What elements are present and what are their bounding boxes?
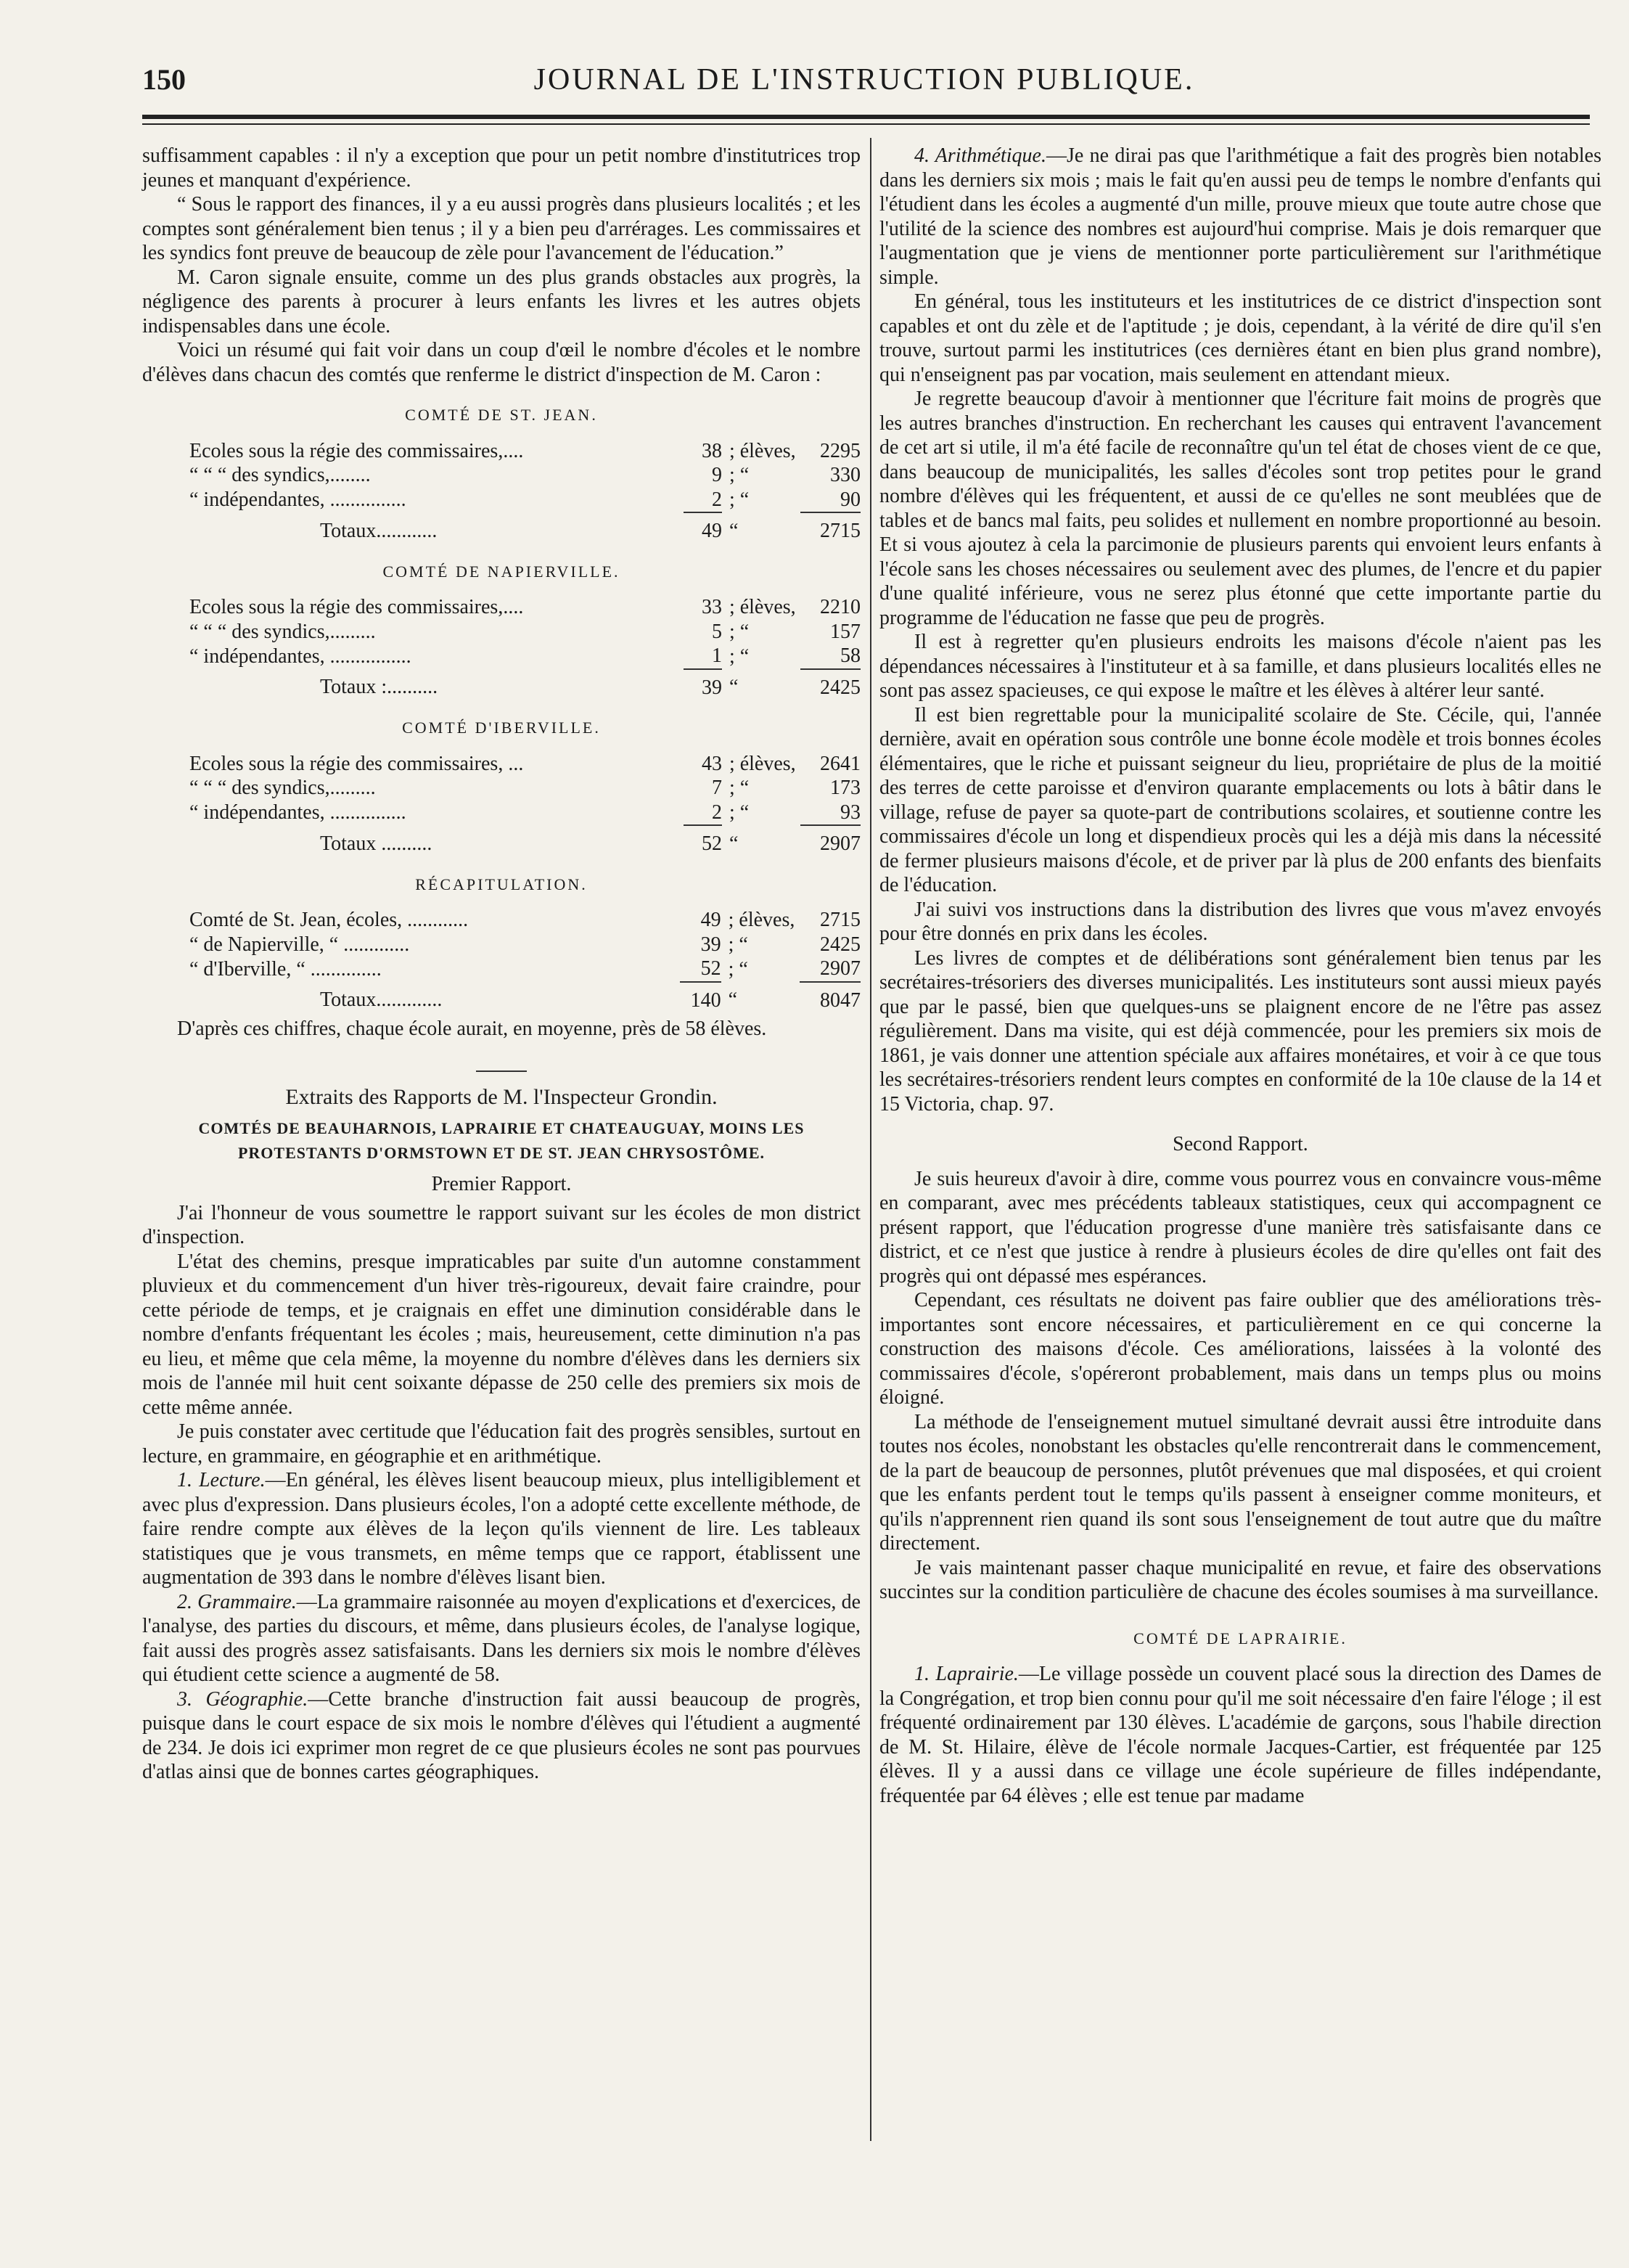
county-heading: COMTÉ D'IBERVILLE. — [402, 719, 601, 737]
paragraph: En général, tous les instituteurs et les institutrices de ce district d'inspection sont capables et ont du zèle et de l'aptitude ; je dois, cependant, à la vérité de dire qu'il s'en trouve, surtout parmi les institutrices (ces dernières étant en bien plus grand nombre), qui n'enseignent pas par vocation, mais seulement en attendant mieux. — [879, 290, 1601, 386]
page-number: 150 — [142, 63, 186, 96]
section-rule — [476, 1070, 527, 1072]
total-cell: Totaux............. — [320, 988, 443, 1011]
county-table — [189, 752, 861, 856]
county-table — [189, 908, 861, 1012]
total-cell: “ — [728, 988, 738, 1011]
left-column — [142, 144, 861, 1785]
total-cell: 49 — [684, 512, 722, 544]
paragraph — [142, 1468, 861, 1590]
table-row — [189, 776, 861, 801]
table-cell-schools: 33 — [701, 596, 722, 618]
table-cell-pupils: 157 — [830, 620, 861, 643]
table-cell-label: “ de Napierville, “ ............. — [189, 933, 410, 956]
item-text: —Cette branche d'instruction fait aussi beaucoup de progrès, puisque dans le court espace de six mois le nombre d'élèves qui l'étudient a augmenté de 234. Je dois ici exprimer mon regret de ce que plusieurs écoles ne sont pas pourvues d'atlas ainsi que de bonnes cartes géographiques. — [142, 1687, 861, 1783]
table-row — [189, 908, 861, 933]
table-row — [189, 933, 861, 957]
county-heading: RÉCAPITULATION. — [415, 875, 588, 893]
paragraph: Je puis constater avec certitude que l'éducation fait des progrès sensibles, surtout en lecture, en grammaire, en géographie et en arithmétique. — [142, 1420, 861, 1467]
table-cell-schools: 2 — [711, 801, 722, 824]
table-cell-label: “ d'Iberville, “ .............. — [189, 957, 382, 981]
paragraph: Les livres de comptes et de délibérations sont généralement bien tenus par les secrétaires-trésoriers des diverses municipalités. Les instituteurs sont aussi mieux payés que par le passé, bien que quelques-uns se plaignent encore de ne l'être pas assez régulièrement. Dans ma visite, qui est déjà commencée, pour les premiers six mois de 1861, je vais donner une attention spéciale aux affaires monétaires, et voir à ce que tous les secrétaires-trésoriers rendent leurs comptes en conformité de la 10e clause de la 14 et 15 Victoria, chap. 97. — [879, 946, 1601, 1115]
table-cell-pupils: 58 — [840, 644, 861, 667]
paragraph — [879, 1662, 1601, 1808]
paragraph: Je suis heureux d'avoir à dire, comme vous pourrez vous en convaincre vous-même en comparant, avec mes précédents tableaux statistiques, ceux qui accompagnent ce présent rapport, que l'éducation progresse d'une manière très satisfaisante dans ce district, et ce n'est que justice à rendre à plusieurs écoles de dire qu'elles ont fait des progrès qui ont dépassé mes espérances. — [879, 1167, 1601, 1287]
journal-title: JOURNAL DE L'INSTRUCTION PUBLIQUE. — [533, 63, 1195, 97]
extract-subtitle: COMTÉS DE BEAUHARNOIS, LAPRAIRIE ET CHATEAUGUAY, MOINS LES PROTESTANTS D'ORMSTOWN ET DE ST. JEAN CHRYSOSTÔME. — [198, 1119, 805, 1162]
paragraph — [142, 1590, 861, 1687]
header-rule-thin — [142, 123, 1590, 125]
table-cell-sep: ; élèves, — [728, 909, 795, 931]
total-cell: 2715 — [800, 512, 861, 544]
report-heading: Second Rapport. — [1173, 1133, 1308, 1155]
table-cell-schools: 52 — [700, 957, 721, 980]
table-cell-sep: ; “ — [729, 464, 750, 486]
item-heading: 1. Laprairie. — [914, 1663, 1019, 1685]
paragraph: L'état des chemins, presque impraticables par suite d'un automne constamment pluvieux et du commencement d'un hiver très-rigoureux, devait faire craindre, pour cette période de temps, et je craignais en effet une diminution considérable dans le nombre d'enfants fréquentant les écoles ; mais, heureusement, cette diminution n'a pas eu lieu, et même que cela même, la moyenne du nombre d'élèves dans les derniers six mois de l'année mil huit cent soixante dépasse de 250 celle des premiers six mois de cette même année. — [142, 1250, 861, 1419]
total-cell: 2907 — [800, 825, 861, 856]
paragraph: Je vais maintenant passer chaque municipalité en revue, et faire des observations succintes sur la condition particulière de chacune des écoles soumises à ma surveillance. — [879, 1556, 1601, 1603]
total-cell: Totaux .......... — [320, 832, 432, 855]
paragraph: “ Sous le rapport des finances, il y a eu aussi progrès dans plusieurs localités ; et les comptes sont généralement bien tenus ; il y a bien peu d'arrérages. Les commissaires et les syndics font preuve de beaucoup de zèle pour l'avancement de l'éducation.” — [142, 193, 861, 264]
county-heading: COMTÉ DE NAPIERVILLE. — [382, 562, 620, 581]
table-row — [189, 957, 861, 982]
total-cell: Totaux :.......... — [320, 676, 438, 698]
paragraph: Il est à regretter qu'en plusieurs endroits les maisons d'école n'aient pas les dépendances nécessaires à l'instituteur et à sa famille, et dans plusieurs localités elles ne sont pas assez spacieuses, ce qui expose le maître et les élèves à altérer leur santé. — [879, 631, 1601, 702]
item-text: —Le village possède un couvent placé sous la direction des Dames de la Congrégation, et trop bien connu pour qu'il me soit nécessaire d'en faire l'éloge ; il est fréquenté ordinairement par 130 élèves. L'académie de garçons, sous l'habile direction de M. St. Hilaire, élève de l'école normale Jacques-Cartier, est fréquentée par 125 élèves. Il y a aussi dans ce village une école supérieure de filles indépendante, fréquentée par 64 élèves ; elle est tenue par madame — [879, 1663, 1601, 1807]
total-cell: 52 — [684, 825, 722, 856]
paragraph — [142, 1687, 861, 1785]
table-cell-pupils: 2295 — [820, 439, 861, 462]
column-divider — [870, 138, 871, 2141]
table-cell-label: “ indépendantes, ................ — [189, 644, 411, 668]
table-cell-sep: ; élèves, — [729, 752, 796, 775]
paragraph: Voici un résumé qui fait voir dans un coup d'œil le nombre d'écoles et le nombre d'élèves dans chacun des comtés que renferme le district d'inspection de M. Caron : — [142, 339, 861, 386]
table-cell-label: Ecoles sous la régie des commissaires,.... — [189, 439, 524, 462]
table-row — [189, 620, 861, 644]
item-text: —Je ne dirai pas que l'arithmétique a fait des progrès bien notables dans les derniers six mois ; mais le fait qu'en aussi peu de temps le nombre d'enfants qui l'étudient dans les écoles a augmenté d'un mille, prouve mieux que toute autre chose que l'utilité de la science des nombres est aujourd'hui comprise. Mais je dois remarquer que l'augmentation que je viens de mentionner porte particulièrement sur l'arithmétique simple. — [879, 144, 1602, 289]
item-text: —La grammaire raisonnée au moyen d'explications et d'exercices, de l'analyse, des parties du discours, et même, dans plusieurs écoles, de l'analyse logique, fait aussi des progrès assez satisfaisants. Dans les derniers six mois le nombre d'élèves qui étudient cette science a augmenté de 58. — [142, 1590, 861, 1686]
table-cell-pupils: 93 — [840, 801, 861, 824]
paragraph: J'ai suivi vos instructions dans la distribution des livres que vous m'avez envoyés pour être donnés en prix dans les écoles. — [879, 898, 1601, 945]
total-cell: 8047 — [800, 982, 861, 1013]
table-row — [189, 439, 861, 464]
county-heading: COMTÉ DE ST. JEAN. — [405, 406, 598, 424]
total-row — [189, 512, 861, 544]
paragraph: suffisamment capables : il n'y a exception que pour un petit nombre d'institutrices trop jeunes et manquant d'expérience. — [142, 144, 861, 192]
table-cell-sep: ; “ — [729, 620, 750, 643]
paragraph: La méthode de l'enseignement mutuel simultané devrait aussi être introduite dans toutes nos écoles, nonobstant les obstacles qu'elle rencontrerait dans le commencement, de la part de beaucoup de personnes, plutôt prévenues que mal disposées, et qui croient que les enfants perdent tout le temps qu'ils passent à enseigner comme moniteurs, et qu'ils n'apprennent rien quand ils sont sous l'enseignement de tout autre que du maître directement. — [879, 1410, 1601, 1555]
county-table — [189, 439, 861, 544]
table-row — [189, 801, 861, 826]
total-cell: “ — [729, 832, 739, 855]
table-cell-sep: ; élèves, — [729, 439, 796, 462]
table-cell-schools: 5 — [711, 620, 722, 643]
total-cell: “ — [729, 676, 739, 698]
table-cell-pupils: 2425 — [820, 933, 861, 956]
paragraph: Je regrette beaucoup d'avoir à mentionner que l'écriture fait moins de progrès que les autres branches d'instruction. En recherchant les causes qui entravent l'avancement de cet art si utile, il m'a été facile de reconnaître qu'un tel état de choses vient de ce que, dans beaucoup de municipalités, les salles d'écoles sont trop petites pour le grand nombre d'élèves qui les fréquentent, et aussi de ce qu'elles ne sont meublées que de tables et de bancs mal faits, peu solides et nullement en nombre proportionné au besoin. Et si vous ajoutez à cela la parcimonie de plusieurs parents qui envoient leurs enfants à l'école sans les choses nécessaires ou seulement avec des plumes, de l'encre et du papier d'une qualité inférieure, vous ne serez plus étonné que cette importante partie du programme de l'éducation ne fasse que peu de progrès. — [879, 388, 1601, 629]
table-cell-sep: ; “ — [729, 644, 750, 668]
item-heading: 3. Géographie. — [177, 1687, 308, 1711]
table-cell-pupils: 2715 — [820, 909, 861, 931]
paragraph: Cependant, ces résultats ne doivent pas faire oublier que des améliorations très-importantes sont encore nécessaires, et particulièrement en ce qui concerne la construction des maisons d'école. Ces améliorations, laissées à la volonté des commissaires d'école, s'opéreront probablement, mais dans un temps plus ou moins éloigné. — [879, 1289, 1601, 1409]
table-cell-pupils: 173 — [830, 777, 861, 799]
item-text: —En général, les élèves lisent beaucoup mieux, plus intelligiblement et avec plus d'expression. Dans plusieurs écoles, l'on a adopté cette excellente méthode, de faire rendre compte aux élèves de la leçon qu'ils viennent de lire. Les tableaux statistiques que je vous transmets, en même temps que ce rapport, établissent une augmentation de 393 dans le nombre d'élèves lisant bien. — [142, 1469, 861, 1589]
table-cell-pupils: 90 — [840, 488, 861, 511]
table-cell-sep: ; “ — [728, 933, 748, 956]
right-column — [879, 144, 1601, 1808]
item-heading: 1. Lecture. — [177, 1469, 266, 1491]
paragraph: Il est bien regrettable pour la municipalité scolaire de Ste. Cécile, qui, l'année dernière, avait en opération sous contrôle une bonne école modèle et trois bonnes écoles élémentaires, que le riche et puissant seigneur du lieu, propriétaire de plus de la moitié des terres de cette paroisse et d'environ quarante emplacements ou lots à bâtir dans le village, refuse de payer sa quote-part de contributions scolaires, et soutienne contre les commissaires d'école un long et dispendieux procès qui les a déjà mis dans la nécessité de fermer plusieurs maisons d'école, et de priver par là plus de 200 enfants des bienfaits de l'éducation. — [879, 703, 1601, 896]
table-cell-sep: ; “ — [729, 801, 750, 824]
header-rule-thick — [142, 115, 1590, 119]
total-cell: 2425 — [800, 669, 861, 700]
table-cell-schools: 43 — [701, 752, 722, 775]
paragraph — [879, 144, 1601, 290]
paragraph: D'après ces chiffres, chaque école aurait, en moyenne, près de 58 élèves. — [177, 1018, 767, 1040]
extract-title: Extraits des Rapports de M. l'Inspecteur Grondin. — [285, 1084, 718, 1109]
table-cell-schools: 9 — [711, 464, 722, 486]
total-row — [189, 669, 861, 700]
paragraph: J'ai l'honneur de vous soumettre le rapport suivant sur les écoles de mon district d'inspection. — [142, 1201, 861, 1248]
table-cell-sep: ; “ — [729, 777, 750, 799]
page-header — [142, 62, 1586, 97]
county-table — [189, 595, 861, 700]
table-cell-label: Comté de St. Jean, écoles, ............ — [189, 909, 469, 931]
table-cell-label: “ “ “ des syndics,......... — [189, 620, 376, 643]
table-row — [189, 644, 861, 669]
table-cell-label: Ecoles sous la régie des commissaires, ... — [189, 752, 524, 775]
table-cell-schools: 39 — [700, 933, 721, 956]
table-cell-label: “ “ “ des syndics,........ — [189, 464, 371, 486]
table-cell-sep: ; “ — [729, 488, 750, 511]
total-cell: 39 — [684, 669, 722, 700]
table-row — [189, 595, 861, 620]
report-heading: Premier Rapport. — [431, 1173, 572, 1195]
table-cell-schools: 38 — [701, 439, 722, 462]
table-row — [189, 463, 861, 488]
total-cell: Totaux............ — [320, 519, 438, 542]
table-cell-label: “ “ “ des syndics,......... — [189, 777, 376, 799]
section-heading: COMTÉ DE LAPRAIRIE. — [1133, 1629, 1347, 1647]
statistics-tables — [142, 403, 861, 1012]
table-cell-schools: 7 — [711, 777, 722, 799]
table-cell-pupils: 330 — [830, 464, 861, 486]
table-cell-label: “ indépendantes, ............... — [189, 801, 406, 824]
table-cell-pupils: 2641 — [820, 752, 861, 775]
item-heading: 2. Grammaire. — [177, 1590, 297, 1613]
table-row — [189, 752, 861, 777]
total-row — [189, 982, 861, 1013]
table-cell-pupils: 2210 — [820, 596, 861, 618]
total-cell: “ — [729, 519, 739, 542]
table-cell-pupils: 2907 — [820, 957, 861, 980]
total-cell: 140 — [680, 982, 721, 1013]
table-cell-label: Ecoles sous la régie des commissaires,.... — [189, 596, 524, 618]
table-cell-schools: 2 — [711, 488, 722, 511]
table-cell-sep: ; “ — [728, 957, 748, 981]
table-cell-schools: 1 — [711, 644, 722, 667]
table-cell-label: “ indépendantes, ............... — [189, 488, 406, 511]
item-heading: 4. Arithmétique. — [914, 144, 1046, 167]
table-cell-sep: ; élèves, — [729, 596, 796, 618]
table-row — [189, 488, 861, 513]
table-cell-schools: 49 — [700, 909, 721, 931]
total-row — [189, 825, 861, 856]
paragraph: M. Caron signale ensuite, comme un des plus grands obstacles aux progrès, la négligence des parents à procurer à leurs enfants les livres et les autres objets indispensables dans une école. — [142, 266, 861, 337]
